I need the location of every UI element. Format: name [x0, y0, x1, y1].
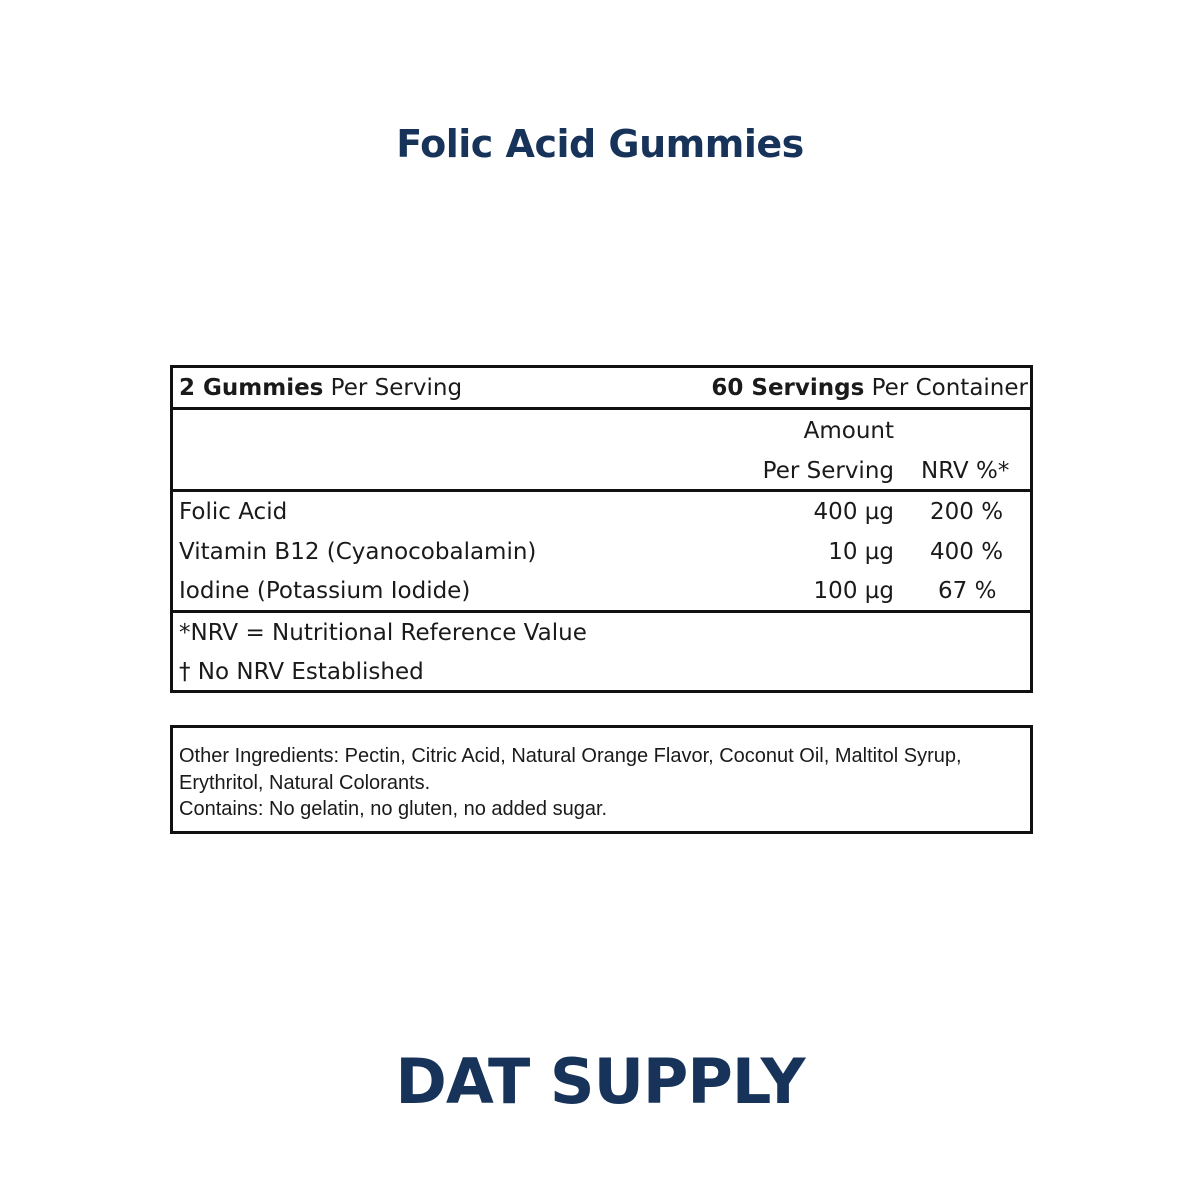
divider [173, 407, 1030, 410]
nutrient-nrv: 200 % [930, 499, 1004, 525]
footnote-no-nrv: † No NRV Established [179, 659, 424, 685]
nutrient-amount: 100 µg [813, 578, 894, 604]
serving-size [179, 373, 462, 403]
column-header-nrv: NRV %* [921, 458, 1010, 484]
ingredients-box [170, 725, 1033, 834]
supplement-facts-table [170, 365, 1033, 693]
serving-size-label: Per Serving [323, 375, 463, 401]
divider [173, 610, 1030, 613]
nutrient-name: Iodine (Potassium Iodide) [179, 578, 471, 604]
column-header-amount-line2: Per Serving [762, 458, 894, 484]
ingredients-text [179, 743, 999, 823]
serving-size-amount: 2 Gummies [179, 375, 324, 401]
nutrient-amount: 400 µg [813, 499, 894, 525]
nutrient-name: Vitamin B12 (Cyanocobalamin) [179, 539, 537, 565]
contains-statement: Contains: No gelatin, no gluten, no added sugar. [179, 798, 608, 820]
servings-per-container [711, 373, 1028, 403]
nutrient-nrv: 67 % [938, 578, 997, 604]
brand-name: DAT SUPPLY [395, 1045, 805, 1118]
servings-label: Per Container [864, 375, 1028, 401]
product-title: Folic Acid Gummies [396, 122, 804, 166]
column-header-amount-line1: Amount [803, 418, 894, 444]
nutrient-amount: 10 µg [828, 539, 894, 565]
other-ingredients: Other Ingredients: Pectin, Citric Acid, Natural Orange Flavor, Coconut Oil, Maltitol Syrup, Erythritol, Natural Colorants. [179, 745, 962, 794]
footnote-nrv: *NRV = Nutritional Reference Value [179, 620, 587, 646]
nutrient-nrv: 400 % [930, 539, 1004, 565]
nutrient-name: Folic Acid [179, 499, 288, 525]
servings-count: 60 Servings [711, 375, 865, 401]
divider [173, 489, 1030, 492]
